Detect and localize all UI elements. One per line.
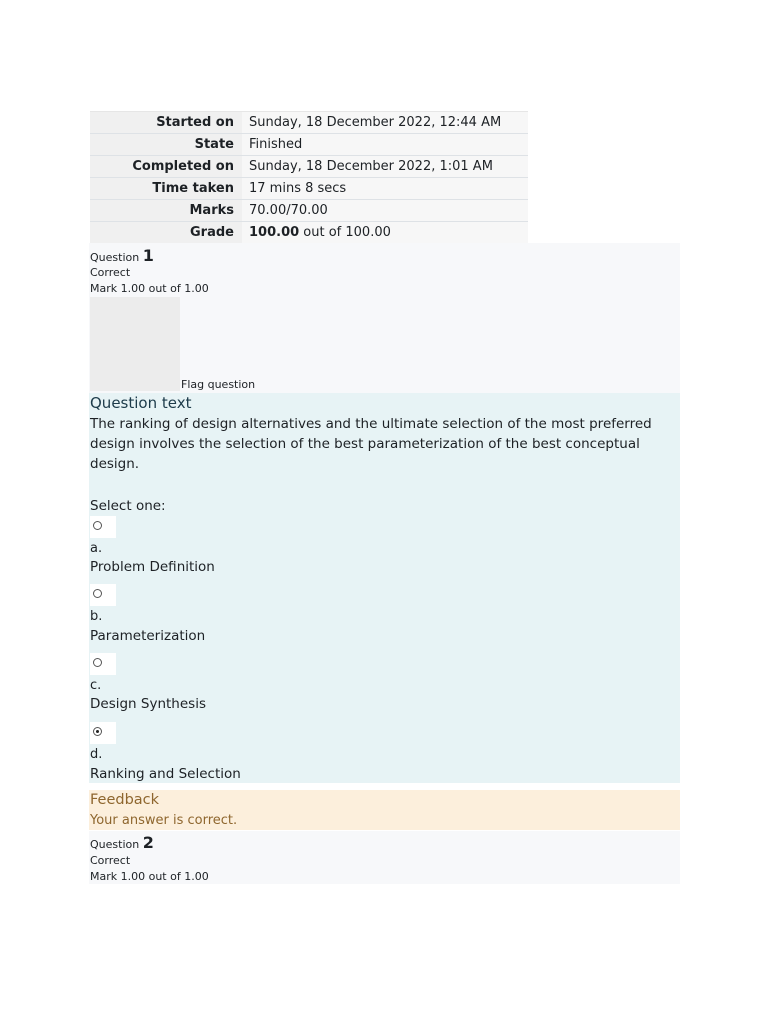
summary-row-time-taken [90,177,528,199]
flag-question-link[interactable]: Flag question [181,378,256,391]
option-a-radio[interactable] [90,516,116,538]
question-grade: Mark 1.00 out of 1.00 [90,870,209,883]
option-d-letter: d. [90,747,103,762]
summary-value: Sunday, 18 December 2022, 12:44 AM [242,112,528,133]
option-c-letter: c. [90,678,102,693]
question-1-formulation [89,393,680,783]
summary-label: Started on [90,112,242,133]
question-text-heading: Question text [90,394,192,412]
question-1-feedback [89,790,680,830]
option-a-text[interactable]: Problem Definition [90,559,215,575]
option-d-text[interactable]: Ranking and Selection [90,766,241,782]
question-1-info [89,243,680,393]
question-number [90,246,154,268]
summary-value [242,222,528,243]
option-b-letter: b. [90,609,103,624]
feedback-text: Your answer is correct. [90,813,238,828]
summary-label: Grade [90,222,242,243]
option-c-text[interactable]: Design Synthesis [90,696,206,712]
option-b-radio[interactable] [90,584,116,606]
summary-label: Time taken [90,178,242,199]
feedback-heading: Feedback [90,792,160,808]
grade-score: 100.00 [249,225,300,240]
summary-value: 70.00/70.00 [242,200,528,221]
summary-label: Completed on [90,156,242,177]
question-text: The ranking of design alternatives and the ultimate selection of the most preferred design involves the selection of the best parameterization of the best conceptual design. [90,416,652,472]
radio-circle-icon [93,589,102,598]
question-number [90,833,154,855]
option-b-text[interactable]: Parameterization [90,628,206,644]
summary-row-grade [90,221,528,243]
question-grade: Mark 1.00 out of 1.00 [90,282,209,295]
summary-row-started [90,111,528,133]
radio-circle-icon [93,521,102,530]
summary-value: 17 mins 8 secs [242,178,528,199]
question-2-info [89,831,680,884]
option-a-letter: a. [90,541,103,556]
question-state: Correct [90,854,131,867]
option-c-radio[interactable] [90,653,116,675]
select-one-prompt: Select one: [90,498,166,514]
summary-value: Finished [242,134,528,155]
summary-row-completed [90,155,528,177]
summary-value: Sunday, 18 December 2022, 1:01 AM [242,156,528,177]
question-state: Correct [90,266,131,279]
summary-row-marks [90,199,528,221]
question-label: Question [90,838,143,851]
question-number-value: 2 [142,833,154,852]
summary-row-state [90,133,528,155]
question-label: Question [90,251,143,264]
question-number-value: 1 [142,246,154,265]
radio-checked-icon [93,727,102,736]
summary-label: State [90,134,242,155]
grade-out-of: out of 100.00 [299,225,391,240]
flag-image-placeholder [90,297,180,391]
attempt-summary-table [90,111,528,243]
option-d-radio[interactable] [90,722,116,744]
radio-circle-icon [93,658,102,667]
summary-label: Marks [90,200,242,221]
